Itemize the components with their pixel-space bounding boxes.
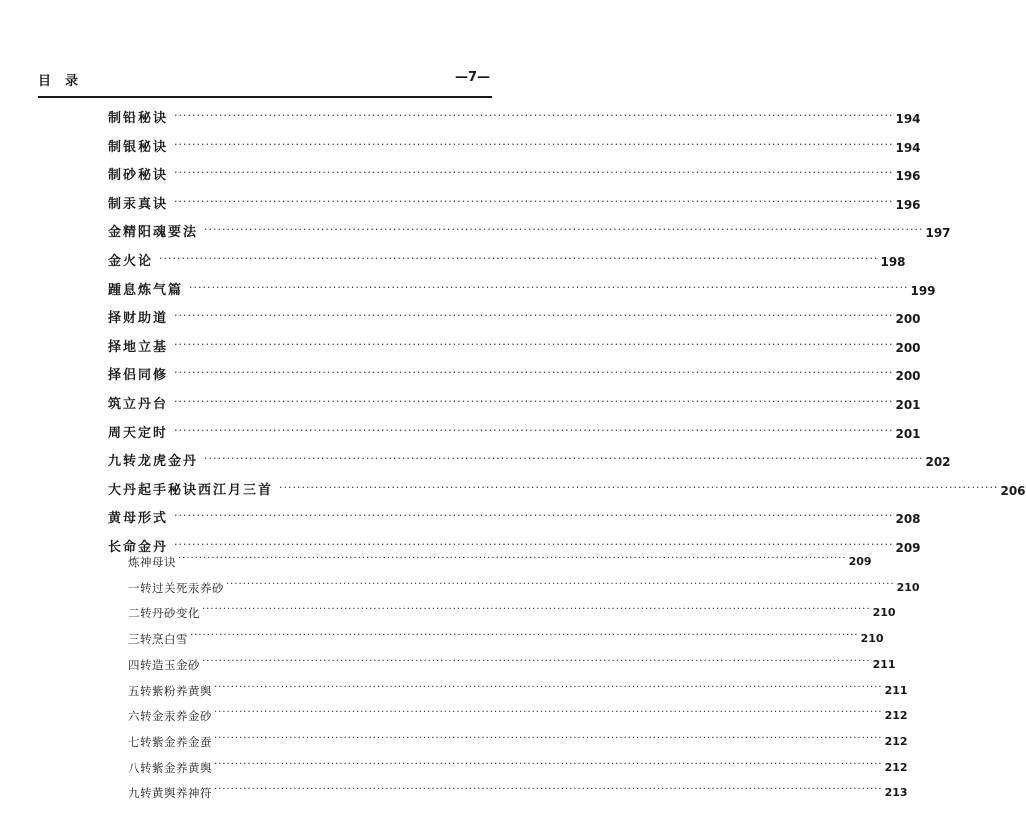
- entry-page-number: 206: [1000, 483, 1026, 498]
- entry-page-number: 197: [925, 226, 951, 241]
- entry-page-number: 201: [895, 398, 921, 412]
- toc-entry: [108, 365, 921, 385]
- toc-entry: [108, 508, 921, 528]
- dot-leader: ································································································································································: [174, 109, 894, 122]
- dot-leader: ································································································································································: [214, 784, 883, 796]
- toc-sub-entry: [128, 602, 896, 622]
- entry-page-number: 200: [895, 340, 921, 355]
- toc-sub-entry: [128, 680, 908, 700]
- dot-leader: ································································································································································: [174, 337, 894, 351]
- toc-sub-entry: [128, 654, 896, 674]
- entry-page-number: 212: [884, 709, 908, 723]
- dot-leader: ································································································································································: [214, 732, 883, 744]
- dot-leader: ································································································································································: [174, 194, 894, 208]
- dot-leader: ································································································································································: [214, 707, 883, 719]
- running-header: [38, 70, 490, 90]
- entry-title: 择地立基: [108, 339, 169, 355]
- toc-sub-entry: [128, 782, 908, 802]
- entry-page-number: 200: [895, 312, 921, 327]
- entry-page-number: 212: [884, 734, 908, 748]
- entry-page-number: 210: [860, 632, 884, 646]
- toc-entry: [108, 451, 951, 471]
- entry-title: 周天定时: [108, 425, 169, 441]
- dot-leader: ································································································································································: [214, 758, 883, 770]
- toc-entry: [108, 222, 951, 242]
- entry-title: 二转丹砂变化: [128, 606, 200, 621]
- entry-title: 大丹起手秘诀西江月三首: [108, 482, 274, 498]
- entry-page-number: 196: [895, 197, 921, 212]
- toc-sub-entry: [128, 551, 872, 571]
- dot-leader: ································································································································································: [202, 604, 871, 616]
- dot-leader: ································································································································································: [174, 423, 894, 437]
- dot-leader: ································································································································································: [174, 166, 894, 180]
- toc-sub-entry: [128, 577, 920, 597]
- dot-leader: ································································································································································: [174, 395, 894, 408]
- entry-title: 黄母形式: [108, 511, 169, 527]
- entry-page-number: 210: [872, 606, 896, 620]
- entry-title: 踵息炼气篇: [108, 282, 184, 298]
- entry-title: 三转烹白雪: [128, 632, 188, 647]
- entry-title: 五转紫粉养黄舆: [128, 683, 212, 698]
- toc-sub-entry: [128, 731, 908, 751]
- header-rule: [38, 96, 492, 98]
- entry-page-number: 208: [895, 512, 921, 527]
- entry-title: 四转造玉金砂: [128, 657, 200, 672]
- dot-leader: ································································································································································: [204, 223, 924, 237]
- entry-page-number: 202: [925, 455, 951, 470]
- dot-leader: ································································································································································: [174, 509, 894, 523]
- dot-leader: ································································································································································: [189, 280, 909, 294]
- entry-title: 择侣同修: [108, 368, 169, 384]
- entry-title: 制砂秘诀: [108, 168, 169, 184]
- entry-title: 制汞真诀: [108, 196, 169, 212]
- entry-title: 金精阳魂要法: [108, 225, 199, 241]
- entry-title: 择财助道: [108, 311, 169, 327]
- entry-page-number: 211: [884, 683, 908, 697]
- entry-page-number: 200: [895, 369, 921, 384]
- dot-leader: ································································································································································: [204, 452, 924, 466]
- entry-title: 筑立丹台: [108, 397, 169, 412]
- header-title: 目录: [38, 74, 93, 89]
- toc-entry: [108, 251, 906, 271]
- toc-entry: [108, 308, 921, 328]
- entry-title: 制铅秘诀: [108, 111, 169, 126]
- dot-leader: ································································································································································: [174, 137, 894, 151]
- entry-title: 长命金丹: [108, 540, 169, 555]
- entry-page-number: 209: [848, 555, 872, 568]
- entry-page-number: 198: [880, 255, 906, 269]
- dot-leader: ································································································································································: [279, 480, 999, 494]
- dot-leader: ································································································································································: [214, 681, 883, 693]
- entry-page-number: 199: [910, 283, 936, 298]
- dot-leader: ································································································································································: [178, 553, 847, 564]
- entry-page-number: 201: [895, 426, 921, 441]
- entry-page-number: 213: [884, 786, 908, 800]
- toc-entry: [108, 137, 921, 157]
- entry-page-number: 194: [895, 112, 921, 126]
- entry-title: 六转金汞养金砂: [128, 709, 212, 724]
- toc-sub-entry: [128, 757, 908, 777]
- toc-entry: [108, 165, 921, 185]
- toc-sub-entry: [128, 628, 884, 648]
- toc-entry: [108, 337, 921, 357]
- entry-title: 金火论: [108, 254, 154, 269]
- toc-entry: [108, 423, 921, 443]
- toc-sub-entry: [128, 705, 908, 725]
- entry-title: 九转龙虎金丹: [108, 454, 199, 470]
- toc-entry: [108, 394, 921, 414]
- toc-entry: [108, 108, 921, 128]
- entry-page-number: 196: [895, 169, 921, 184]
- entry-page-number: 211: [872, 657, 896, 671]
- dot-leader: ································································································································································: [159, 252, 879, 265]
- entry-title: 制银秘诀: [108, 139, 169, 155]
- toc-entry: [108, 194, 921, 214]
- dot-leader: ································································································································································: [174, 538, 894, 551]
- entry-title: 七转紫金养金蚕: [128, 734, 212, 749]
- dot-leader: ································································································································································: [202, 655, 871, 667]
- entry-title: 九转黄舆养神符: [128, 786, 212, 801]
- entry-page-number: 210: [896, 580, 920, 594]
- toc-entry: [108, 480, 1026, 500]
- dot-leader: ································································································································································: [174, 309, 894, 323]
- entry-title: 一转过关死汞养砂: [128, 580, 224, 595]
- dot-leader: ································································································································································: [174, 366, 894, 380]
- toc-entry: [108, 280, 936, 300]
- entry-page-number: 194: [895, 140, 921, 155]
- dot-leader: ································································································································································: [190, 630, 859, 642]
- entry-title: 炼神母诀: [128, 555, 176, 569]
- dot-leader: ································································································································································: [226, 578, 895, 590]
- entry-title: 八转紫金养黄舆: [128, 760, 212, 775]
- entry-page-number: 209: [895, 541, 921, 555]
- page-number: —7—: [454, 70, 490, 85]
- entry-page-number: 212: [884, 760, 908, 774]
